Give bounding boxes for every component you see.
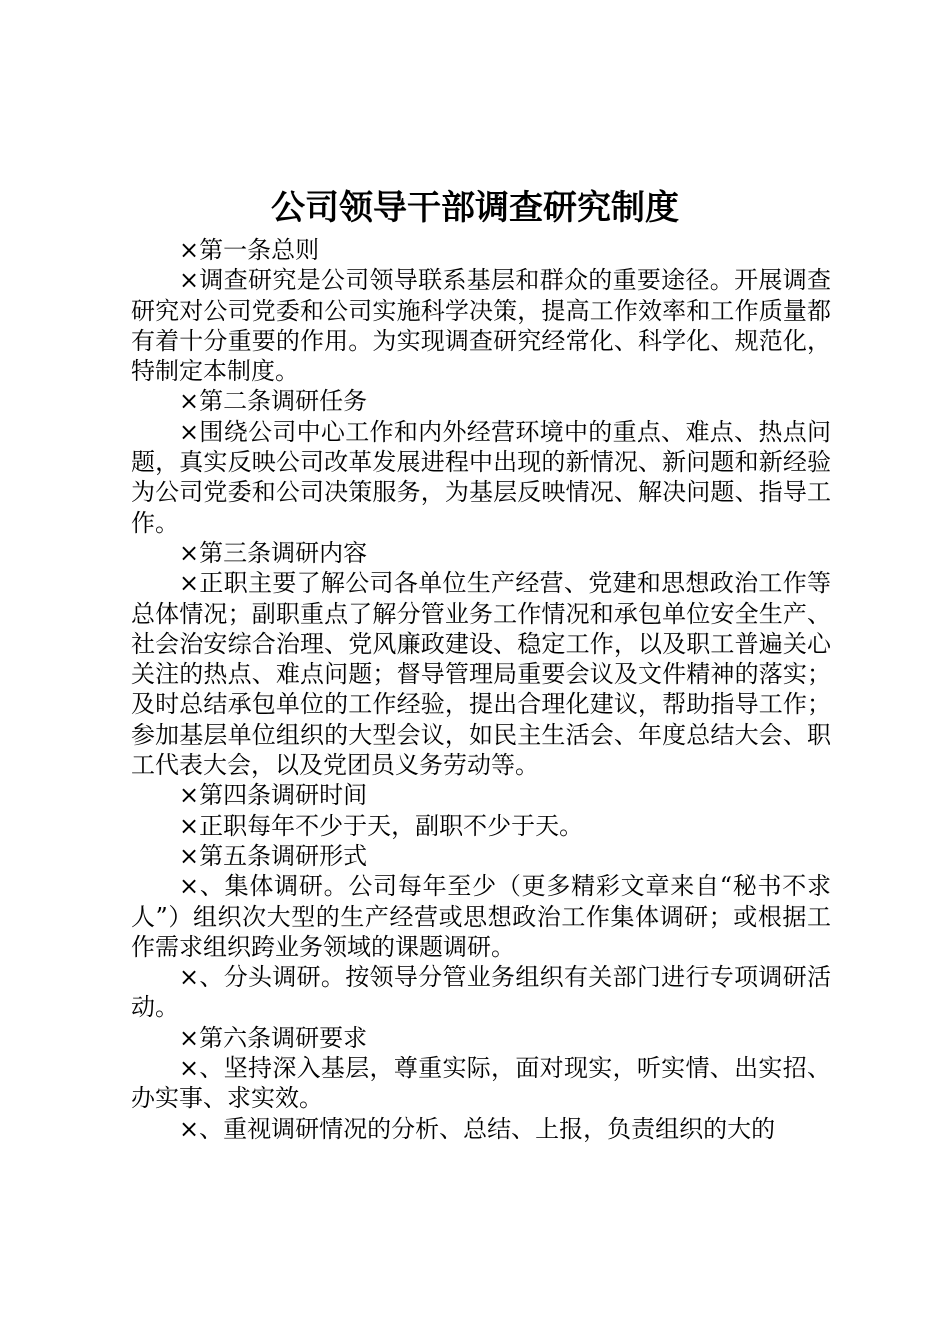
paragraph-article-5-item-1: ×、集体调研。公司每年至少（更多精彩文章来自“秘书不求人”）组织次大型的生产经营或思想政治工作集体调研；或根据工作需求组织跨业务领域的课题调研。 — [131, 872, 831, 961]
paragraph-article-4: ×正职每年不少于天，副职不少于天。 — [179, 811, 584, 840]
heading-article-4: ×第四条调研时间 — [179, 781, 368, 810]
heading-article-2: ×第二条调研任务 — [179, 387, 368, 416]
paragraph-article-2: ×围绕公司中心工作和内外经营环境中的重点、难点、热点问题，真实反映公司改革发展进程中出现的新情况、新问题和新经验为公司党委和公司决策服务，为基层反映情况、解决问题、指导工作。 — [131, 417, 831, 537]
document-title: 公司领导干部调查研究制度 — [271, 188, 679, 228]
heading-article-1: ×第一条总则 — [179, 236, 320, 264]
heading-article-6: ×第六条调研要求 — [179, 1023, 368, 1052]
paragraph-article-1: ×调查研究是公司领导联系基层和群众的重要途径。开展调查研究对公司党委和公司实施科学决策，提高工作效率和工作质量都有着十分重要的作用。为实现调查研究经常化、科学化、规范化，特制定本制度。 — [131, 266, 831, 386]
paragraph-article-6-item-2: ×、重视调研情况的分析、总结、上报，负责组织的大的 — [179, 1114, 776, 1143]
paragraph-article-3: ×正职主要了解公司各单位生产经营、党建和思想政治工作等总体情况；副职重点了解分管业务工作情况和承包单位安全生产、社会治安综合治理、党风廉政建设、稳定工作，以及职工普遍关心关注的热点、难点问题；督导管理局重要会议及文件精神的落实；及时总结承包单位的工作经验，提出合理化建议，帮助指导工作；参加基层单位组织的大型会议，如民主生活会、年度总结大会、职工代表大会，以及党团员义务劳动等。 — [131, 569, 831, 780]
heading-article-3: ×第三条调研内容 — [179, 538, 368, 567]
document-body — [131, 235, 831, 1144]
paragraph-article-5-item-2: ×、分头调研。按领导分管业务组织有关部门进行专项调研活动。 — [131, 963, 831, 1022]
paragraph-article-6-item-1: ×、坚持深入基层，尊重实际，面对现实，听实情、出实招、办实事、求实效。 — [131, 1054, 831, 1113]
heading-article-5: ×第五条调研形式 — [179, 841, 368, 870]
